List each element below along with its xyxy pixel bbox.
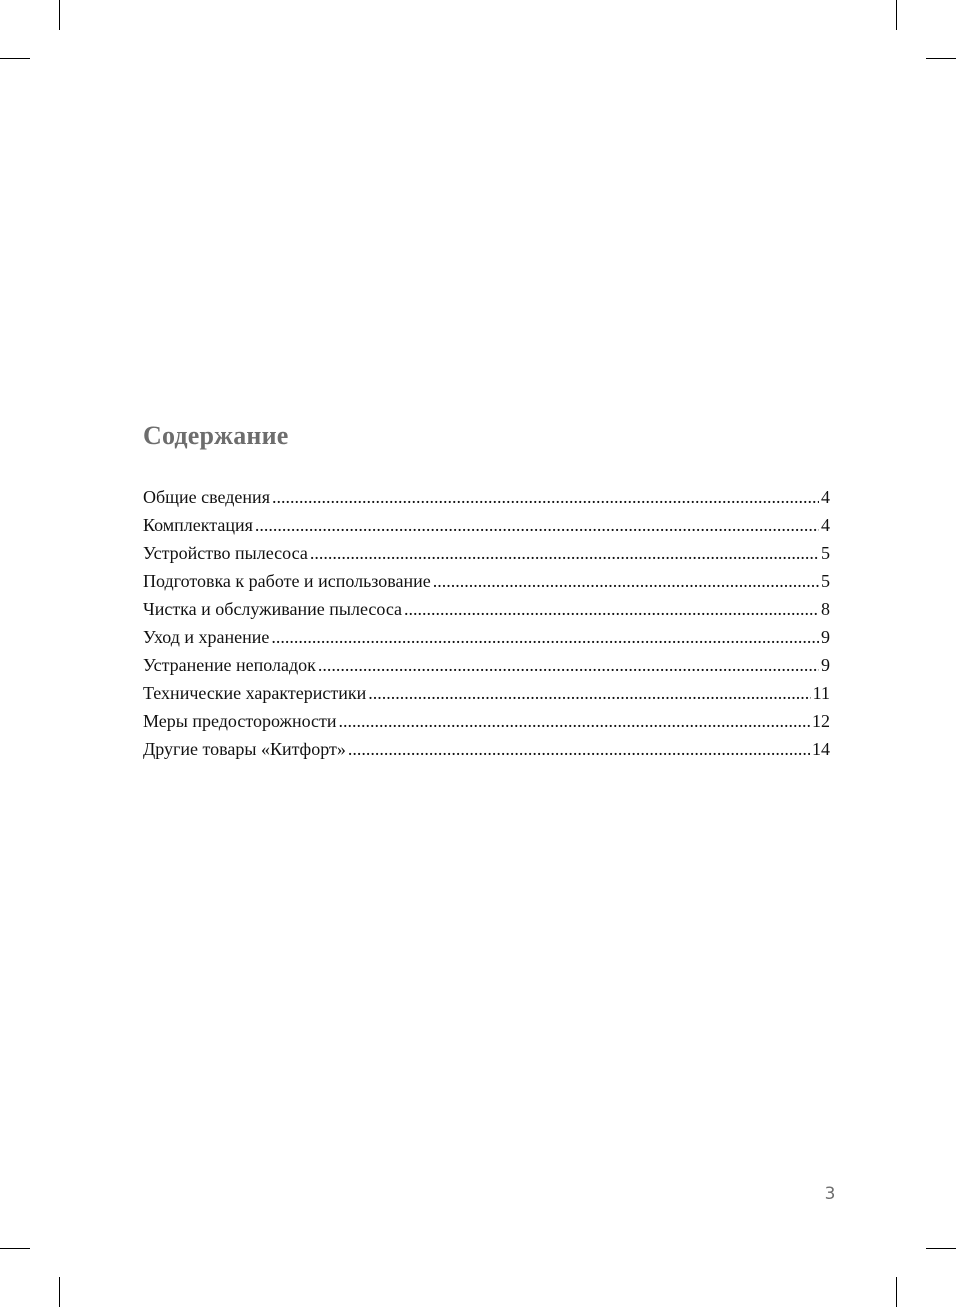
toc-dot-leader xyxy=(348,735,810,763)
toc-entry-label: Подготовка к работе и использование xyxy=(143,571,431,591)
toc-entry[interactable] xyxy=(143,623,830,651)
toc-entry-label: Устройство пылесоса xyxy=(143,543,308,563)
toc-entry[interactable] xyxy=(143,679,830,707)
toc-dot-leader xyxy=(271,623,819,651)
toc-entry-label: Комплектация xyxy=(143,515,253,535)
crop-mark-top-right-horizontal xyxy=(926,58,956,59)
toc-entry[interactable] xyxy=(143,707,830,735)
toc-dot-leader xyxy=(404,595,819,623)
page-number: 3 xyxy=(824,1184,836,1204)
toc-entry[interactable] xyxy=(143,651,830,679)
toc-entry-page: 4 xyxy=(821,487,830,507)
toc-entry-label: Общие сведения xyxy=(143,487,270,507)
toc-entry[interactable] xyxy=(143,595,830,623)
toc-entry-label: Технические характеристики xyxy=(143,683,367,703)
crop-mark-top-left-vertical xyxy=(59,0,60,30)
toc-dot-leader xyxy=(255,511,819,539)
toc-entry-label: Уход и хранение xyxy=(143,627,270,647)
toc-entry-page: 14 xyxy=(812,739,830,759)
crop-mark-bottom-left-horizontal xyxy=(0,1248,30,1249)
toc-dot-leader xyxy=(310,539,819,567)
crop-mark-top-right-vertical xyxy=(896,0,897,30)
toc-entry-page: 8 xyxy=(821,599,830,619)
toc-dot-leader xyxy=(368,679,810,707)
toc-entry[interactable] xyxy=(143,567,830,595)
crop-mark-top-left-horizontal xyxy=(0,58,30,59)
toc-entry-label: Устранение неполадок xyxy=(143,655,316,675)
toc-entry-page: 9 xyxy=(821,627,830,647)
toc-list xyxy=(143,483,830,763)
toc-entry-label: Меры предосторожности xyxy=(143,711,337,731)
toc-entry-page: 5 xyxy=(821,543,830,563)
toc-entry-page: 11 xyxy=(812,683,830,703)
toc-dot-leader xyxy=(272,483,819,511)
toc-entry-label: Другие товары «Китфорт» xyxy=(143,739,346,759)
toc-dot-leader xyxy=(433,567,819,595)
crop-mark-bottom-right-vertical xyxy=(896,1277,897,1307)
toc-dot-leader xyxy=(318,651,819,679)
toc-entry-page: 5 xyxy=(821,571,830,591)
toc-entry[interactable] xyxy=(143,735,830,763)
toc-entry[interactable] xyxy=(143,511,830,539)
crop-mark-bottom-right-horizontal xyxy=(926,1248,956,1249)
toc-entry-page: 12 xyxy=(812,711,830,731)
toc-entry[interactable] xyxy=(143,539,830,567)
toc-title: Содержание xyxy=(143,421,289,450)
toc-entry-page: 9 xyxy=(821,655,830,675)
toc-entry-page: 4 xyxy=(821,515,830,535)
crop-mark-bottom-left-vertical xyxy=(59,1277,60,1307)
toc-entry[interactable] xyxy=(143,483,830,511)
toc-dot-leader xyxy=(339,707,810,735)
toc-entry-label: Чистка и обслуживание пылесоса xyxy=(143,599,403,619)
